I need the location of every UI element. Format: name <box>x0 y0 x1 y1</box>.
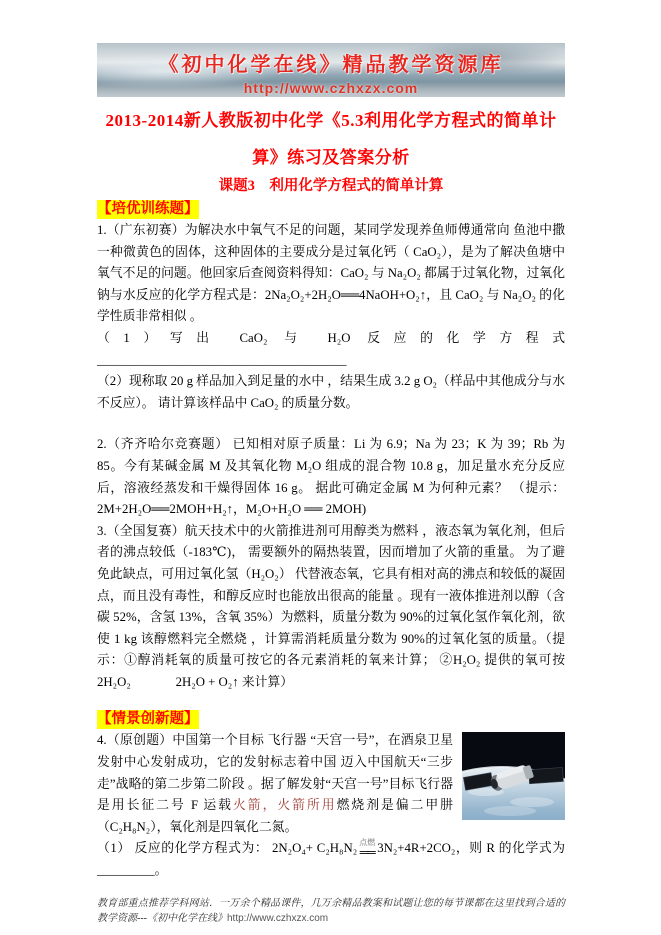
document-subtitle: 课题3 利用化学方程式的简单计算 <box>218 178 444 194</box>
question-3-text: 3.（全国复赛）航天技术中的火箭推进剂可用醇类为燃料 ，液态氧为氧化剂，但后者的沸点较低（-183℃)， 需要额外的隔热装置，因而增加了火箭的重量。 为了避免此缺点，可用过氧化氢（H₂O₂） 代替液态氧，它具有相对高的沸点和较低的凝固点，而且没有毒性，和醇反应时也能放出很高的能量 。现有一液体推进剂以醇（含碳 52%，含氢 13%，含氧 35%）为燃料，质量分数为 90%的过氧化氢作氧化剂，欲使 1 kg 该醇燃料完全燃烧 ，计算需消耗质量分数为 90%的过氧化氢的质量。（提示：①醇消耗氧的质量可按它的各元素消耗的氧来计算； ②H₂O₂ 提供的氧可按 2H₂O₂ 2H₂O + O₂↑ 来计算） <box>97 523 565 689</box>
site-banner-image <box>97 43 565 97</box>
document-title: 2013-2014新人教版初中化学《5.3利用化学方程式的简单计算》练习及答案分析 <box>105 111 557 167</box>
question-4-equation-prefix: （1） 反应的化学方程式为： 2N₂O₄+ C₂H₈N₂ <box>97 841 358 856</box>
double-bar-equals: ══ <box>359 845 375 860</box>
section-scenario <box>97 693 565 729</box>
footer-url: http://www.czhxzx.com <box>227 912 329 924</box>
question-4-red-text: 火箭，火箭所用 <box>232 798 337 813</box>
banner-site-url: http://www.czhxzx.com <box>243 80 419 96</box>
section-label-scenario: 【情景创新题】 <box>97 711 199 728</box>
question-4-part1 <box>97 838 565 881</box>
page-footer <box>97 896 565 926</box>
tiangong-satellite-image <box>462 732 565 820</box>
satellite-illustration <box>462 732 565 820</box>
question-4-block <box>97 730 565 881</box>
question-4-equation-suffix: 3N₂+4R+2CO₂，则 R 的化学式为_________。 <box>97 841 566 878</box>
question-1-text: 1.（广东初赛）为解决水中氧气不足的问题，某同学发现养鱼师傅通常向 鱼池中撒一种微黄色的固体，这种固体的主要成分是过氧化钙（ CaO₂），是为了解决鱼塘中氧气不足的问题。他回家后查阅资料得知：CaO₂ 与 Na₂O₂ 都属于过氧化物，过氧化钠与水反应的化学方程式是：2Na₂O₂+2H₂O══4NaOH+O₂↑，且 CaO₂ 与 Na₂O₂ 的化学性质非常相似 。 <box>97 223 565 324</box>
ignition-condition-label: 点燃 <box>359 838 376 848</box>
footer-text: 教育部重点推荐学科网站．一万余个精品课件，几万余精品教案和试题让您的每节课都在这里找到合适的教学资源---《初中化学在线》 <box>97 897 565 924</box>
question-1-part1: （1）写出 CaO₂ 与 H₂O 反应的化学方程式 _______________________________________ <box>97 330 565 367</box>
section-training <box>97 196 565 219</box>
ignition-condition-equals <box>359 838 376 860</box>
banner-site-name: 《初中化学在线》精品教学资源库 <box>158 54 504 76</box>
question-1-part2: （2）现称取 20 g 样品加入到足量的水中 ，结果生成 3.2 g O₂（样品中其他成分与水不反应）。 请计算该样品中 CaO₂ 的质量分数。 <box>97 374 565 410</box>
question-4-seg1: 4.（原创题）中国第一个目标 飞行器 “天宫一号”，在酒泉卫星发射中心发射成功，它的发射标志着中国 迈入中国航天“三步走”战略的第二步第二阶段 。据了解发射“天宫一号”目标飞行器是用长征二号 F 运载 <box>97 733 453 813</box>
section-label-training: 【培优训练题】 <box>97 201 199 217</box>
question-2-text: 2.（齐齐哈尔竞赛题） 已知相对原子质量：Li 为 6.9；Na 为 23；K 为 39；Rb 为 85。今有某碱金属 M 及其氧化物 M₂O 组成的混合物 10.8 g，加足量水充分反应后，溶液经蒸发和干燥得固体 16 g。 据此可确定金属 M 为何种元素？ （提示：2M+2H₂O══2MOH+H₂↑，M₂O+H₂O ══ 2MOH) <box>97 437 565 517</box>
question-4-seg2: 燃烧剂是偏二甲肼（C₂H₈N₂），氧化剂是四氧化二氮。 <box>97 798 454 834</box>
